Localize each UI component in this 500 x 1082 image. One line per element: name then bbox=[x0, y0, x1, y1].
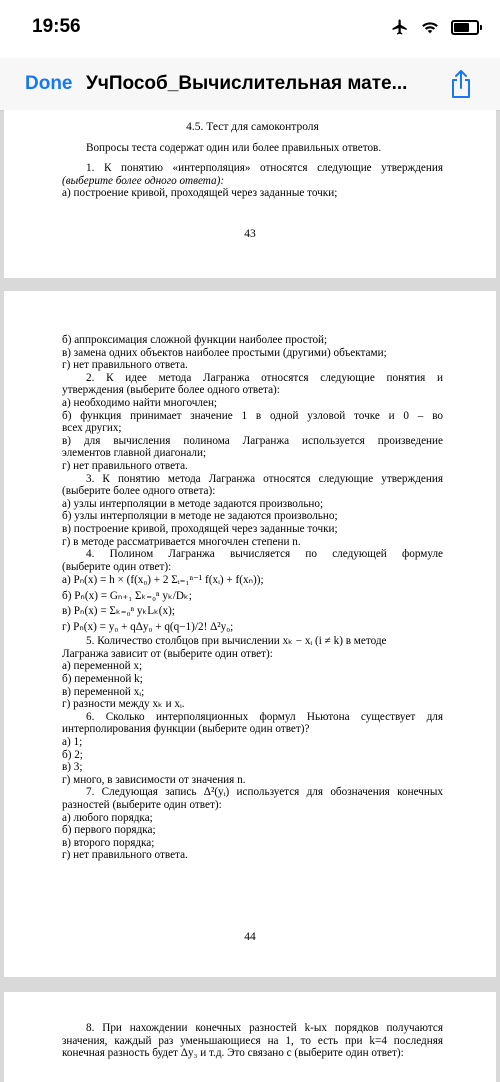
question-6: 6. Сколько интерполяционных формул Ньютона существует для bbox=[86, 710, 443, 723]
text-line: г) разности между xₖ и xᵢ. bbox=[62, 698, 185, 711]
document-page-43 bbox=[4, 110, 496, 278]
text-line: Лагранжа зависит от (выберите один ответ): bbox=[62, 647, 273, 660]
text-line: б) первого порядка; bbox=[62, 824, 156, 837]
text-line: элементов главной диагонали; bbox=[62, 447, 207, 460]
text-line: значения, каждый раз уменьшающиеся на 1, то есть при k=4 последняя bbox=[62, 1034, 443, 1047]
wifi-icon bbox=[421, 20, 439, 34]
text-line: а) любого порядка; bbox=[62, 811, 153, 824]
text-line: г) нет правильного ответа. bbox=[62, 359, 188, 372]
document-title: УчПособ_Вычислительная мате... bbox=[86, 73, 408, 94]
text-line: в) переменной xᵢ; bbox=[62, 685, 145, 698]
text-line: в) замена одних объектов наиболее простыми (другими) объектами; bbox=[62, 346, 387, 359]
question-7: 7. Следующая запись Δ²(yᵢ) используется для обозначения конечных bbox=[86, 786, 443, 799]
status-bar bbox=[0, 0, 500, 58]
document-page-44 bbox=[4, 291, 496, 977]
text-line: г) нет правильного ответа. bbox=[62, 459, 188, 472]
text-line: б) узлы интерполяции в методе не задаются произвольно; bbox=[62, 510, 338, 523]
text-line: б) 2; bbox=[62, 748, 83, 761]
done-button[interactable]: Done bbox=[25, 73, 73, 94]
formula-option-a: а) Pₙ(x) = h × (f(x₀) + 2 Σᵢ₌₁ⁿ⁻¹ f(xᵢ) + f(xₙ)); bbox=[62, 574, 264, 587]
text-line: в) второго порядка; bbox=[62, 836, 155, 849]
text-line: а) необходимо найти многочлен; bbox=[62, 396, 218, 409]
page-number: 44 bbox=[244, 931, 256, 943]
text-line: а) 1; bbox=[62, 736, 83, 749]
question-8: 8. При нахождении конечных разностей k-ых порядков получаются bbox=[86, 1022, 443, 1034]
question-2: 2. К идее метода Лагранжа относятся следующие понятия и bbox=[86, 371, 443, 384]
question-5: 5. Количество столбцов при вычислении xₖ − xᵢ (i ≠ k) в методе bbox=[86, 635, 387, 648]
formula-option-b: б) Pₙ(x) = Gₙ₊₁ Σₖ₌₀ⁿ yₖ/Dₖ; bbox=[62, 590, 192, 603]
text-line: г) нет правильного ответа. bbox=[62, 849, 188, 862]
text-line: (выберите один ответ): bbox=[62, 560, 172, 573]
question-1: 1. К понятию «интерполяция» относятся следующие утверждения bbox=[86, 162, 443, 175]
page-number: 43 bbox=[244, 228, 256, 240]
formula-option-c: в) Pₙ(x) = Σₖ₌₀ⁿ yₖLₖ(x); bbox=[62, 605, 175, 618]
battery-icon bbox=[451, 20, 482, 35]
text-line: интерполирования функции (выберите один ответ)? bbox=[62, 723, 310, 736]
text-line: б) аппроксимация сложной функции наиболее простой; bbox=[62, 334, 328, 346]
share-icon[interactable] bbox=[448, 68, 474, 100]
airplane-icon bbox=[391, 18, 409, 36]
text-line: в) построение кривой, проходящей через заданные точки; bbox=[62, 522, 338, 535]
status-time: 19:56 bbox=[32, 16, 81, 37]
text-line: разностей (выберите один ответ): bbox=[62, 799, 222, 811]
status-icons bbox=[391, 18, 482, 36]
question-1-option-a: а) построение кривой, проходящей через заданные точки; bbox=[62, 187, 338, 200]
formula-option-d: г) Pₙ(x) = y₀ + qΔy₀ + q(q−1)/2! Δ²y₀; bbox=[62, 621, 234, 634]
text-line: в) 3; bbox=[62, 761, 83, 774]
section-title: 4.5. Тест для самоконтроля bbox=[186, 121, 319, 133]
text-line: в) для вычисления полинома Лагранжа используется произведение bbox=[62, 434, 443, 447]
question-4: 4. Полином Лагранжа вычисляется по следующей формуле bbox=[86, 548, 443, 561]
text-line: г) много, в зависимости от значения n. bbox=[62, 773, 246, 786]
text-line: конечная разность будет Δy₃ и т.д. Это связано с (выберите один ответ): bbox=[62, 1047, 404, 1060]
question-3: 3. К понятию метода Лагранжа относятся следующие утверждения bbox=[86, 472, 443, 485]
text-line: г) в методе рассматривается многочлен степени n. bbox=[62, 535, 301, 548]
question-1-note: (выберите более одного ответа): bbox=[62, 174, 225, 187]
text-line: а) узлы интерполяции в методе задаются произвольно; bbox=[62, 497, 324, 510]
text-line: а) переменной x; bbox=[62, 660, 143, 673]
nav-bar bbox=[0, 58, 500, 111]
test-intro: Вопросы теста содержат один или более правильных ответов. bbox=[86, 141, 382, 154]
text-line: б) функция принимает значение 1 в одной узловой точке и 0 – во bbox=[62, 409, 443, 422]
text-line: (выберите более одного ответа): bbox=[62, 485, 216, 498]
text-line: утверждения (выберите более одного ответа): bbox=[62, 384, 280, 397]
document-page-45 bbox=[4, 992, 496, 1082]
text-line: всех других; bbox=[62, 422, 122, 435]
text-line: б) переменной k; bbox=[62, 673, 143, 686]
